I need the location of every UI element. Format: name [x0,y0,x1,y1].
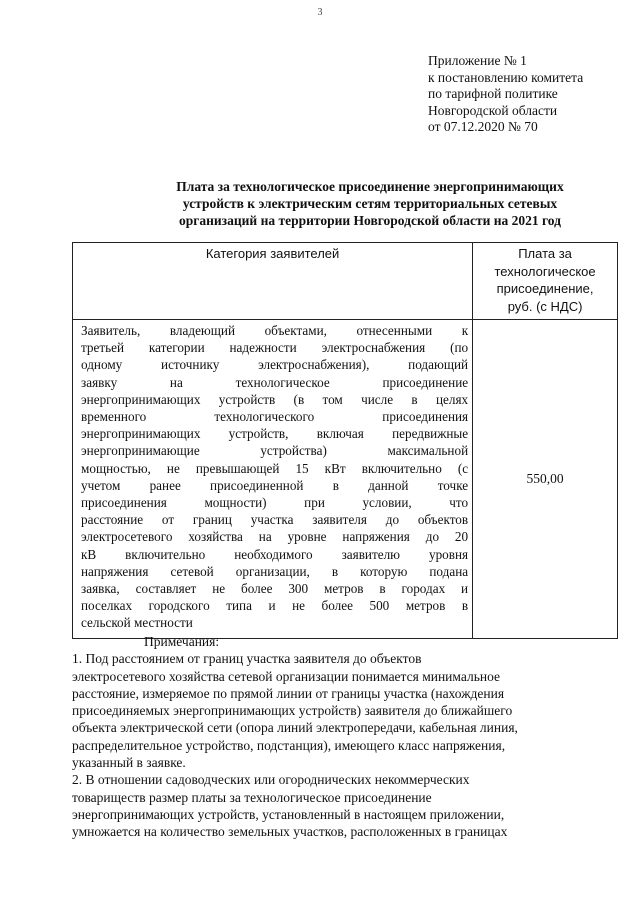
category-line: электросетевого хозяйства на уровне напряжения до 20 [81,529,469,545]
note-line: 1. Под расстоянием от границ участка заявителя до объектов [72,651,422,667]
header-price [473,243,618,320]
title-line: устройств к электрическим сетям территориальных сетевых [182,196,558,211]
note-line: присоединяемых энергопринимающих устройств) заявителя до ближайшего [72,703,513,719]
price-cell: 550,00 [473,320,618,639]
category-line: кВ включительно необходимого заявителю уровня [81,546,469,562]
note-line: электросетевого хозяйства сетевой организации понимается минимальное [72,668,500,684]
category-line: заявку на технологическое присоединение [81,374,469,390]
category-line: одному источнику электроснабжения), подающий [81,357,469,373]
appendix-line: Новгородской области [428,102,558,118]
category-line: заявка, составляет не более 300 метров в городах и [81,581,469,597]
note-line: товариществ размер платы за технологическое присоединение [72,789,432,805]
note-line: расстояние, измеряемое по прямой линии от границы участка (нахождения [72,685,505,701]
appendix-line: к постановлению комитета [428,69,584,85]
category-line: третьей категории надежности электроснабжения (по [81,340,469,356]
notes-section [72,633,618,841]
appendix-line: по тарифной политике [428,86,558,102]
category-line: временного технологического присоединения [81,409,469,425]
tariff-table [72,242,618,639]
category-line: напряжения сетевой организации, в которую подана [81,563,469,579]
notes-heading: Примечания: [144,634,220,649]
header-price-line: технологическое [494,263,596,279]
category-line: учетом ранее присоединенной в данной точке [81,477,469,493]
header-price-line: Плата за [518,246,572,261]
category-line: энергопринимающих устройств (в том числе в целях [81,391,469,407]
category-line: поселках городского типа и не более 500 метров в [81,598,469,614]
header-price-line: присоединение, [496,281,594,296]
note-line: объекта электрической сети (опора линий электропередачи, кабельная линия, [72,720,518,736]
note-line: энергопринимающих устройств, установленный в настоящем приложении, [72,806,505,822]
table-row [73,320,618,639]
note-line: указанный в заявке. [72,755,186,771]
category-line: энергопринимающих устройств, включая передвижные [81,426,469,442]
header-category: Категория заявителей [73,243,473,320]
header-price-line: руб. (с НДС) [507,298,583,314]
category-line: расстояние от границ участка заявителя до объектов [81,512,469,528]
table-header-row [73,243,618,320]
appendix-line: Приложение № 1 [428,53,527,68]
note-line: распределительное устройство, подстанция), имеющего класс напряжения, [72,737,506,753]
category-line: энергопринимающие устройства) максимальной [81,443,469,459]
title-line: организаций на территории Новгородской области на 2021 год [178,213,561,228]
page-number: 3 [317,7,323,18]
category-cell [73,320,473,639]
appendix-line: от 07.12.2020 № 70 [428,119,538,135]
note-line: умножается на количество земельных участков, расположенных в границах [72,824,508,840]
category-line: Заявитель, владеющий объектами, отнесенными к [81,323,469,338]
category-line: сельской местности [81,615,193,631]
category-line: мощностью, не превышающей 15 кВт включительно (с [81,460,469,476]
appendix-block [428,53,583,136]
document-title [100,178,640,229]
title-line: Плата за технологическое присоединение энергопринимающих [176,179,564,194]
note-line: 2. В отношении садоводческих или огороднических некоммерческих [72,772,470,788]
category-line: присоединения мощности) при условии, что [81,495,469,511]
